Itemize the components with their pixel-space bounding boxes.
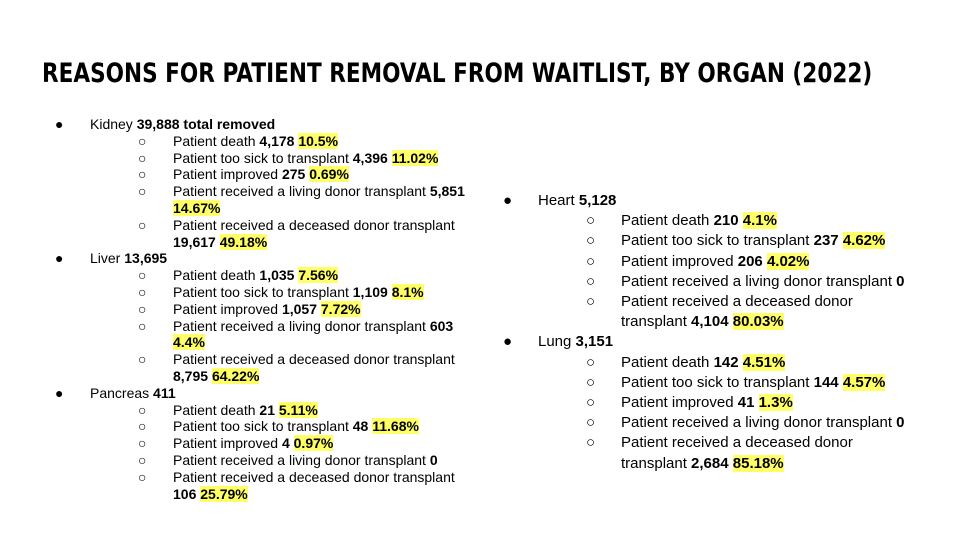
reason-label: Patient improved — [173, 300, 279, 317]
reason-percent-highlight: 8.1% — [391, 283, 424, 300]
organ-name: Lung — [538, 333, 572, 351]
reason-percent-highlight: 25.79% — [200, 485, 248, 502]
reason-count: 4,396 — [352, 149, 388, 166]
reason-label: Patient death — [173, 132, 256, 149]
organ-list-right — [503, 191, 913, 474]
reason-label: Patient too sick to transplant — [173, 149, 349, 166]
reason-label: Patient improved — [621, 394, 734, 412]
organ-total: 3,151 — [575, 333, 614, 351]
hollow-bullet-icon: ○ — [586, 252, 596, 270]
bullet-icon: ● — [503, 333, 513, 351]
reason-count: 603 — [429, 317, 454, 334]
reason-percent-highlight: 4.4% — [173, 334, 205, 351]
reason-percent-highlight: 0.97% — [293, 435, 334, 452]
reason-item — [90, 452, 475, 469]
reason-count: 142 — [713, 353, 739, 371]
hollow-bullet-icon: ○ — [138, 267, 147, 284]
organ-name: Liver — [90, 250, 121, 267]
reason-label: Patient received a deceased donor transplant — [621, 434, 853, 472]
reason-item — [90, 150, 475, 167]
reason-item — [90, 284, 475, 301]
reason-label: Patient improved — [621, 252, 734, 270]
reason-count: 237 — [813, 232, 839, 250]
reason-item — [538, 292, 913, 332]
reason-count: 0 — [896, 414, 905, 432]
organ-item-pancreas — [55, 385, 475, 503]
organ-name: Heart — [538, 192, 575, 209]
reason-count: 48 — [352, 418, 369, 435]
reason-item — [90, 318, 475, 352]
hollow-bullet-icon: ○ — [138, 300, 147, 317]
reason-percent-highlight: 64.22% — [211, 367, 260, 384]
hollow-bullet-icon: ○ — [138, 418, 147, 435]
organ-item-liver — [55, 250, 475, 384]
reason-count: 4 — [281, 435, 290, 452]
reason-count: 19,617 — [173, 233, 216, 250]
reason-percent-highlight: 14.67% — [173, 199, 221, 216]
reason-percent-highlight: 4.51% — [742, 353, 786, 371]
reason-count: 41 — [737, 394, 755, 412]
organ-name: Pancreas — [90, 384, 150, 401]
reason-label: Patient death — [173, 267, 256, 284]
reason-percent-highlight: 5.11% — [278, 401, 318, 418]
reason-percent-highlight: 4.02% — [766, 252, 810, 270]
reason-label: Patient received a living donor transplant — [173, 183, 426, 200]
reason-percent-highlight: 4.1% — [742, 212, 777, 230]
reason-item — [90, 469, 475, 503]
reason-percent-highlight: 1.3% — [758, 394, 793, 412]
hollow-bullet-icon: ○ — [138, 435, 147, 452]
reason-label: Patient received a deceased donor transplant — [173, 216, 455, 233]
reason-list — [538, 211, 913, 332]
reason-item — [538, 433, 913, 473]
reason-item — [538, 231, 913, 251]
hollow-bullet-icon: ○ — [138, 401, 147, 418]
reason-item — [90, 183, 475, 217]
reason-label: Patient received a living donor transplant — [621, 414, 892, 432]
hollow-bullet-icon: ○ — [138, 468, 147, 485]
reason-percent-highlight: 10.5% — [298, 132, 339, 149]
reason-item — [538, 393, 913, 413]
organ-item-heart — [503, 191, 913, 332]
reason-count: 1,109 — [352, 283, 388, 300]
reason-percent-highlight: 0.69% — [309, 166, 349, 183]
reason-item — [90, 435, 475, 452]
reason-percent-highlight: 7.72% — [320, 300, 361, 317]
reason-label: Patient too sick to transplant — [621, 373, 810, 391]
hollow-bullet-icon: ○ — [586, 373, 596, 391]
reason-list — [90, 402, 475, 503]
reason-count: 5,851 — [429, 183, 465, 200]
reason-label: Patient received a living donor transplant — [173, 317, 426, 334]
bullet-icon: ● — [55, 250, 64, 267]
organ-total: 13,695 — [124, 250, 168, 267]
reason-item — [90, 301, 475, 318]
hollow-bullet-icon: ○ — [586, 232, 596, 250]
hollow-bullet-icon: ○ — [586, 212, 596, 230]
reason-count: 106 — [173, 485, 197, 502]
reason-count: 144 — [813, 373, 839, 391]
organ-item-lung — [503, 332, 913, 473]
reason-list — [90, 133, 475, 251]
reason-count: 4,104 — [691, 313, 729, 331]
hollow-bullet-icon: ○ — [138, 132, 147, 149]
reason-item — [90, 267, 475, 284]
reason-count: 1,057 — [281, 300, 317, 317]
reason-percent-highlight: 85.18% — [732, 454, 784, 472]
reason-item — [90, 418, 475, 435]
reason-list — [90, 267, 475, 385]
hollow-bullet-icon: ○ — [138, 451, 147, 468]
reason-count: 210 — [713, 212, 739, 230]
reason-percent-highlight: 80.03% — [732, 313, 784, 331]
organ-total: 5,128 — [578, 192, 617, 209]
hollow-bullet-icon: ○ — [586, 434, 596, 452]
hollow-bullet-icon: ○ — [586, 272, 596, 290]
reason-label: Patient too sick to transplant — [173, 283, 349, 300]
reason-percent-highlight: 7.56% — [298, 267, 339, 284]
reason-label: Patient received a deceased donor transplant — [621, 293, 853, 331]
reason-count: 206 — [737, 252, 763, 270]
hollow-bullet-icon: ○ — [138, 317, 147, 334]
reason-label: Patient received a deceased donor transplant — [173, 351, 455, 368]
reason-item — [90, 166, 475, 183]
reason-percent-highlight: 11.02% — [391, 149, 439, 166]
hollow-bullet-icon: ○ — [138, 351, 147, 368]
reason-label: Patient death — [621, 353, 710, 371]
bullet-icon: ● — [503, 192, 513, 209]
reason-item — [90, 402, 475, 419]
hollow-bullet-icon: ○ — [586, 394, 596, 412]
left-column — [55, 116, 475, 502]
reason-count: 4,178 — [259, 132, 295, 149]
reason-label: Patient death — [173, 401, 256, 418]
reason-percent-highlight: 4.62% — [842, 232, 886, 250]
reason-count: 1,035 — [259, 267, 295, 284]
hollow-bullet-icon: ○ — [138, 283, 147, 300]
organ-name: Kidney — [90, 116, 133, 132]
reason-label: Patient improved — [173, 166, 279, 183]
bullet-icon: ● — [55, 384, 64, 401]
reason-count: 0 — [896, 272, 905, 290]
hollow-bullet-icon: ○ — [586, 353, 596, 371]
reason-percent-highlight: 49.18% — [219, 233, 268, 250]
reason-percent-highlight: 11.68% — [372, 418, 419, 435]
reason-label: Patient received a deceased donor transplant — [173, 468, 455, 485]
hollow-bullet-icon: ○ — [138, 183, 147, 200]
reason-count: 2,684 — [691, 454, 729, 472]
reason-item — [90, 133, 475, 150]
reason-item — [538, 252, 913, 272]
hollow-bullet-icon: ○ — [586, 414, 596, 432]
reason-item — [538, 211, 913, 231]
reason-count: 275 — [281, 166, 306, 183]
hollow-bullet-icon: ○ — [586, 293, 596, 311]
right-column — [503, 191, 913, 474]
reason-count: 0 — [429, 451, 438, 468]
reason-item — [538, 413, 913, 433]
reason-item — [538, 353, 913, 373]
reason-percent-highlight: 4.57% — [842, 373, 886, 391]
slide-title: REASONS FOR PATIENT REMOVAL FROM WAITLIST, BY ORGAN (2022) — [42, 58, 873, 89]
reason-item — [538, 272, 913, 292]
reason-list — [538, 353, 913, 474]
reason-label: Patient received a living donor transplant — [173, 451, 426, 468]
reason-count: 21 — [259, 401, 275, 418]
organ-total: 39,888 total removed — [136, 116, 276, 132]
hollow-bullet-icon: ○ — [138, 149, 147, 166]
hollow-bullet-icon: ○ — [138, 166, 147, 183]
reason-label: Patient received a living donor transplant — [621, 272, 892, 290]
reason-count: 8,795 — [173, 367, 209, 384]
organ-total: 411 — [153, 384, 176, 401]
organ-list-left — [55, 116, 475, 502]
hollow-bullet-icon: ○ — [138, 216, 147, 233]
organ-item-kidney — [55, 116, 475, 250]
reason-item — [538, 373, 913, 393]
reason-label: Patient death — [621, 212, 710, 230]
reason-label: Patient too sick to transplant — [173, 418, 349, 435]
reason-item — [90, 351, 475, 385]
reason-label: Patient improved — [173, 435, 279, 452]
bullet-icon: ● — [55, 116, 64, 132]
reason-label: Patient too sick to transplant — [621, 232, 810, 250]
reason-item — [90, 217, 475, 251]
